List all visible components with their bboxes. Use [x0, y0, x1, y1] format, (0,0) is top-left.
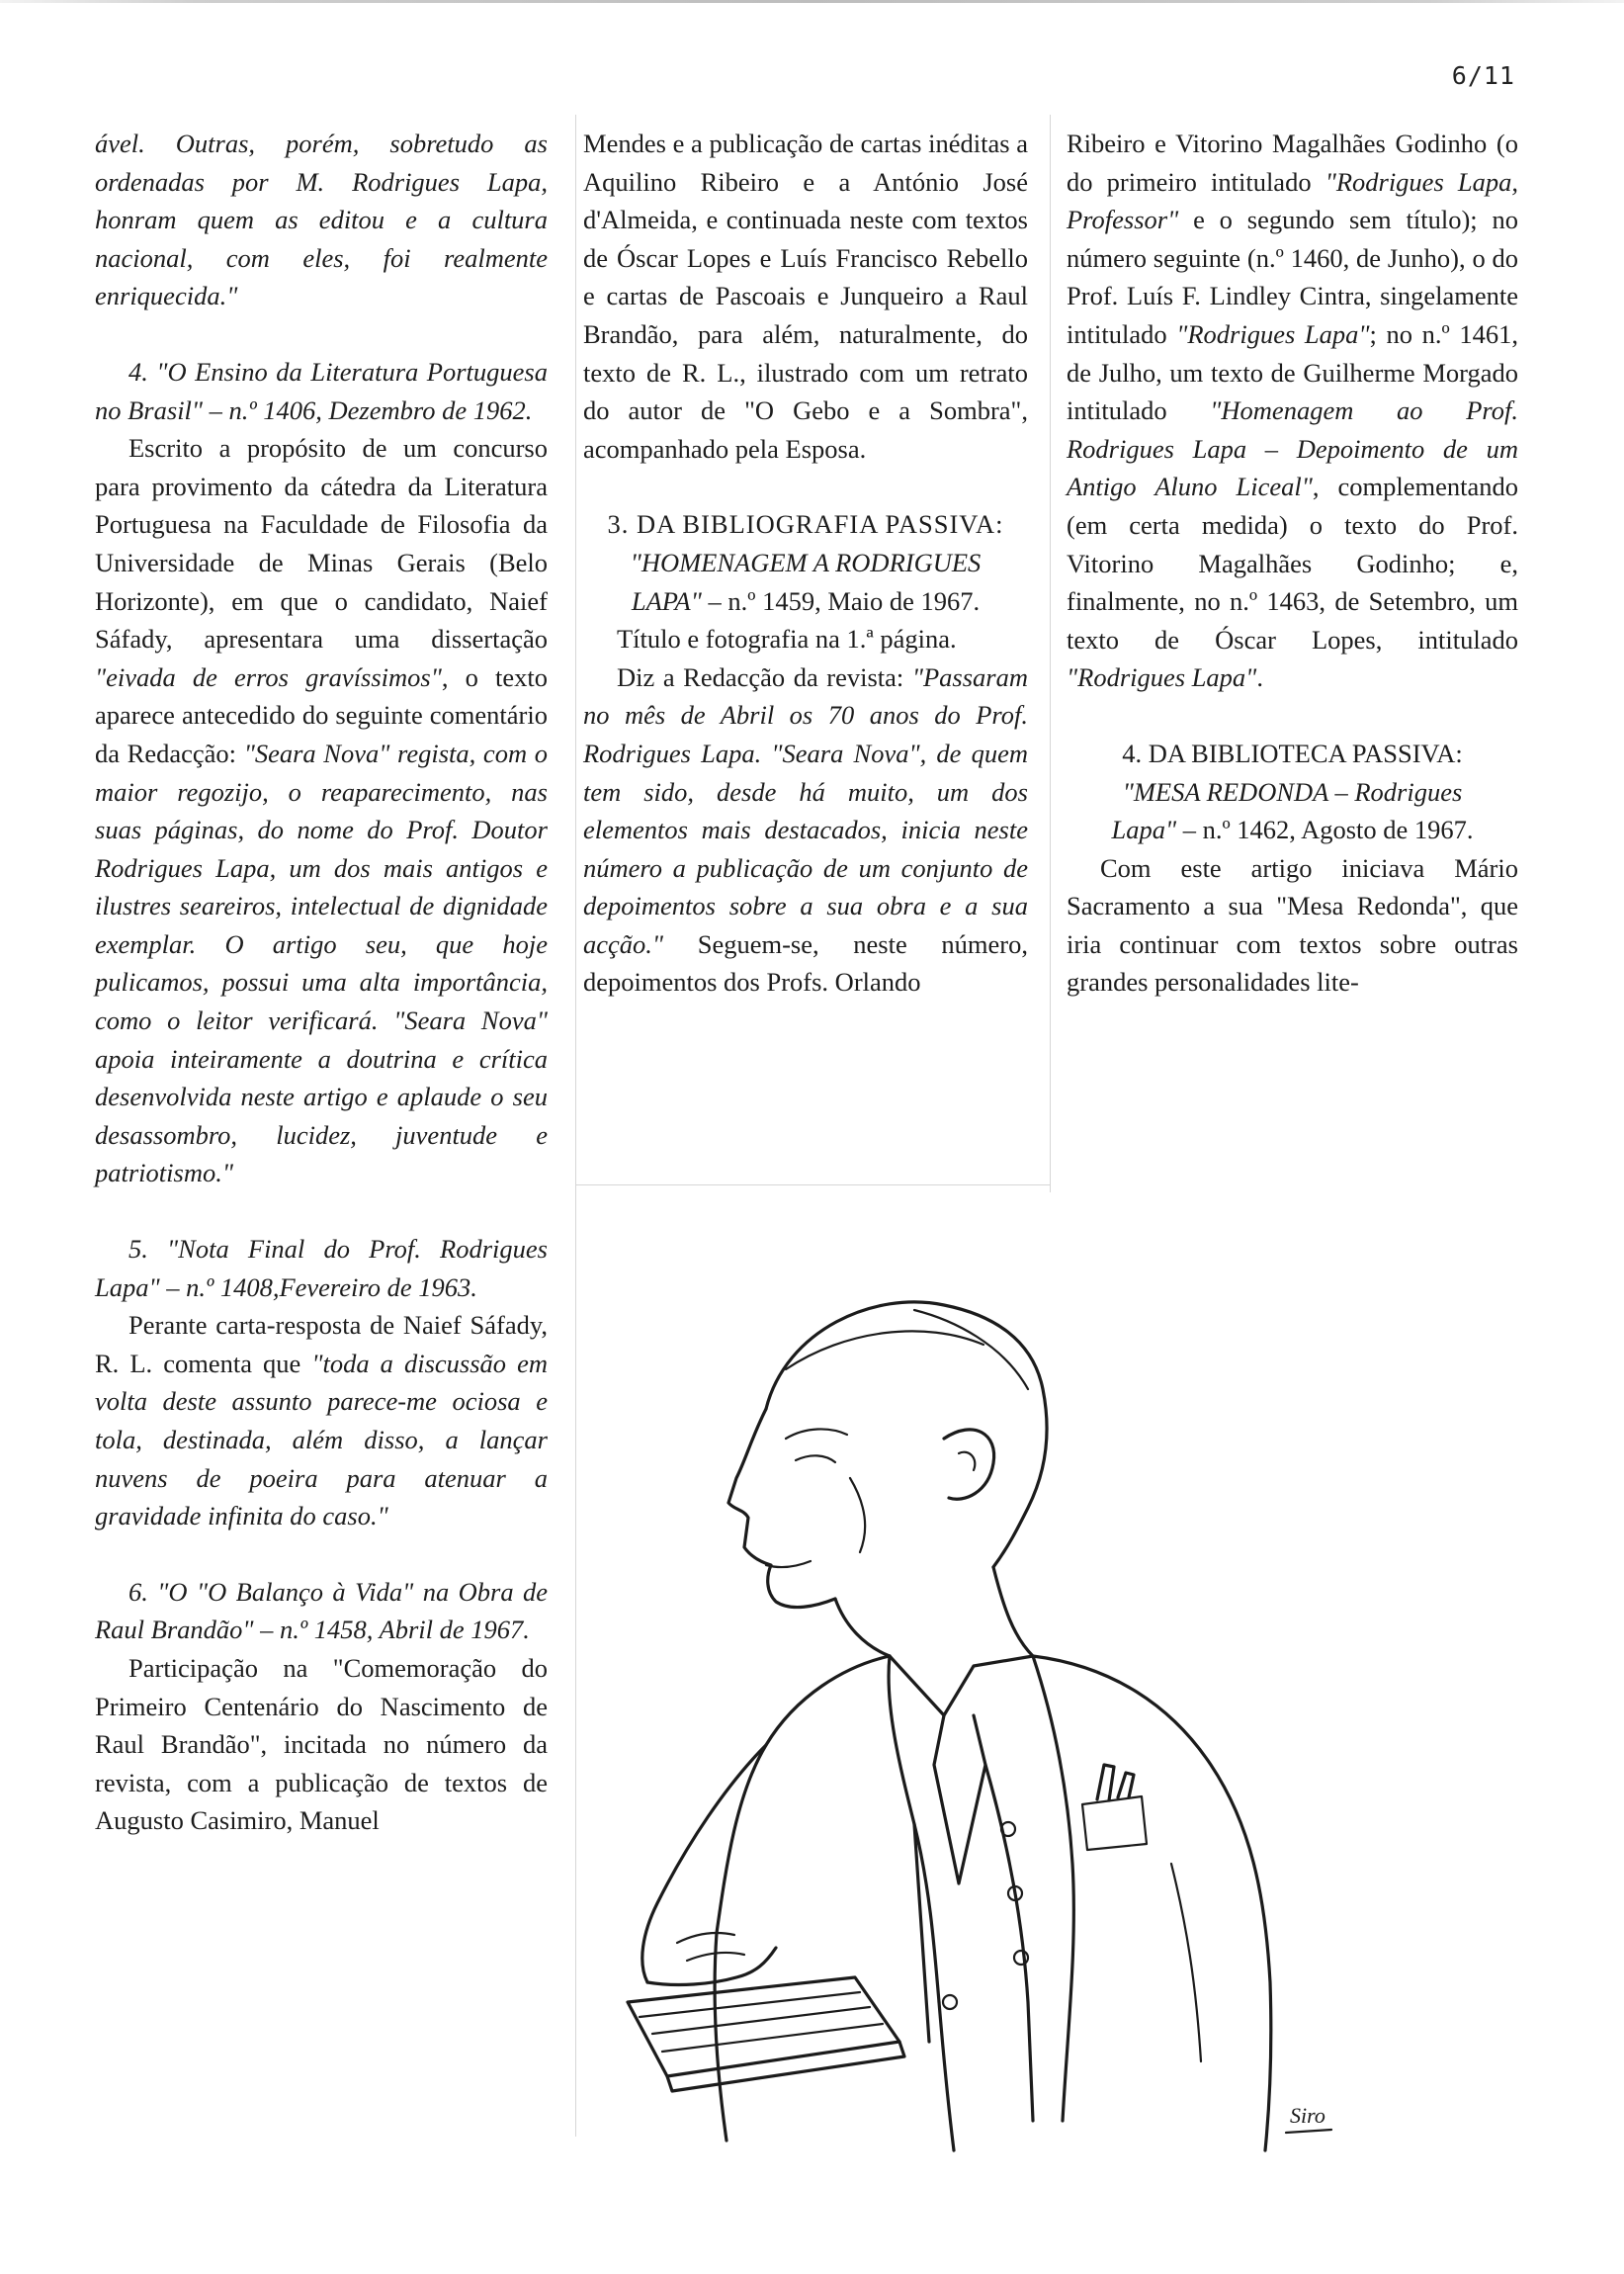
section-heading-3 — [583, 505, 1028, 620]
paragraph: Mendes e a publicação de cartas inéditas a Aquilino Ribeiro e a António José d'Almeida, e continuada neste com textos de Óscar Lopes e Luís Francisco Rebello e cartas de Pascoais e Junqueiro a Raul Brandão, para além, naturalmente, do texto de R. L., ilustrado com um retrato do autor de "O Gebo e a Sombra", acompanhado pela Esposa. — [583, 129, 1028, 464]
scan-top-edge — [0, 0, 1624, 3]
section-heading-6: 6. "O "O Balanço à Vida" na Obra de Raul Brandão" – n.º 1458, Abril de 1967. — [95, 1576, 548, 1645]
section-heading-4: 4. "O Ensino da Literatura Portuguesa no Brasil" – n.º 1406, Dezembro de 1962. — [95, 356, 548, 425]
heading-italic: "HOMENAGEM A RODRIGUES LAPA" — [630, 547, 982, 616]
italic-quote: "Rodrigues Lapa" — [1176, 318, 1370, 349]
clipping-edge — [575, 1184, 1050, 1185]
italic-quote: "Rodrigues Lapa, Professor" — [1067, 166, 1518, 235]
paragraph-text: ; no n.º 1461, de Julho, um texto de Guilherme Morgado intitulado — [1067, 318, 1518, 426]
page-number: 6/11 — [1451, 61, 1515, 90]
paragraph — [95, 1306, 548, 1535]
text-column-1 — [95, 125, 548, 1840]
paragraph: Com este artigo iniciava Mário Sacramento a sua "Mesa Redonda", que iria continuar com textos sobre outras grandes personalidades lite- — [1067, 852, 1518, 998]
paragraph-text: Perante carta-resposta de Naief Sáfady, R. L. comenta que — [95, 1310, 548, 1378]
heading-text: – n.º 1459, Maio de 1967. — [701, 585, 981, 616]
italic-quote: ável. Outras, porém, sobretudo as ordenadas por M. Rodrigues Lapa, honram quem as editou e a cultura nacional, com eles, foi realmente enriquecida." — [95, 129, 548, 311]
heading-text: – n.º 1462, Agosto de 1967. — [1176, 815, 1474, 845]
heading-text: 3. DA BIBLIOGRAFIA PASSIVA: — [607, 509, 1004, 540]
italic-quote: "Seara Nova" regista, com o maior regozijo, o reaparecimento, nas suas páginas, do nome do Prof. Doutor Rodrigues Lapa, um dos mais antigos e ilustres seareiros, intelectual de dignidade exemplar. O artigo seu, que hoje pulicamos, possui uma alta importância, como o leitor verificará. "Seara Nova" apoia inteiramente a doutrina e crítica desenvolvida neste artigo e aplaude o seu desassombro, lucidez, juventude e patriotismo." — [95, 738, 548, 1188]
heading-italic: "MESA REDONDA – Rodrigues Lapa" — [1111, 776, 1463, 845]
heading-text: 4. DA BIBLIOTECA PASSIVA: — [1122, 738, 1463, 768]
paragraph-text: Ribeiro e Vitorino Magalhães Godinho (o do primeiro intitulado — [1067, 129, 1518, 197]
paragraph — [1067, 125, 1518, 697]
paragraph-text: , complementando (em certa medida) o texto do Prof. Vitorino Magalhães Godinho; e, finalmente, no n.º 1463, de Setembro, um texto de Óscar Lopes, intitulado — [1067, 472, 1518, 655]
section-heading-4 — [1067, 735, 1518, 849]
paragraph-text: Escrito a propósito de um concurso para provimento da cátedra da Literatura Portuguesa na Faculdade de Filosofia da Universidade de Minas Gerais (Belo Horizonte), em que o candidato, Naief Sáfady, apresentara uma dissertação — [95, 433, 548, 655]
clipping-edge — [575, 115, 576, 2137]
text-column-2 — [583, 125, 1028, 1002]
italic-quote: "eivada de erros gravíssimos" — [95, 661, 442, 692]
paragraph-text: Diz a Redacção da revista: — [617, 661, 912, 692]
signature: Siro — [1290, 2103, 1325, 2128]
paragraph-text: e o segundo sem título); no número seguinte (n.º 1460, de Junho), o do Prof. Luís F. Lindley Cintra, singelamente intitulado — [1067, 205, 1518, 349]
paragraph-text: , o texto aparece antecedido do seguinte comentário da Redacção: — [95, 661, 548, 768]
paragraph: Participação na "Comemoração do Primeiro Centenário do Nascimento de Raul Brandão", incitada no número da revista, com a publicação de textos de Augusto Casimiro, Manuel — [95, 1652, 548, 1836]
text-column-3 — [1067, 125, 1518, 1002]
italic-quote: "Homenagem ao Prof. Rodrigues Lapa – Depoimento de um Antigo Aluno Liceal" — [1067, 395, 1518, 502]
italic-quote: "Passaram no mês de Abril os 70 anos do Prof. Rodrigues Lapa. "Seara Nova", de quem tem sido, desde há muito, um dos elementos mais destacados, inicia neste número a publicação de um conjunto de depoimentos sobre a sua obra e a sua acção." — [583, 661, 1028, 959]
portrait-drawing-icon — [618, 1251, 1389, 2170]
section-heading-5: 5. "Nota Final do Prof. Rodrigues Lapa" – n.º 1408,Fevereiro de 1963. — [95, 1234, 548, 1302]
paragraph-text: Seguem-se, neste número, depoimentos dos Profs. Orlando — [583, 928, 1028, 998]
portrait-drawing-svg — [618, 1251, 1389, 2170]
clipping-edge — [1050, 115, 1051, 1192]
paragraph: Título e fotografia na 1.ª página. — [617, 624, 957, 655]
italic-quote: "Rodrigues Lapa" — [1067, 662, 1257, 693]
paragraph-text: . — [1256, 662, 1263, 693]
paragraph — [95, 125, 548, 315]
paragraph — [583, 658, 1028, 1002]
paragraph — [95, 429, 548, 1192]
italic-quote: "toda a discussão em volta deste assunto parece-me ociosa e tola, destinada, além disso, a lançar nuvens de poeira para atenuar a gravidade infinita do caso." — [95, 1348, 549, 1531]
